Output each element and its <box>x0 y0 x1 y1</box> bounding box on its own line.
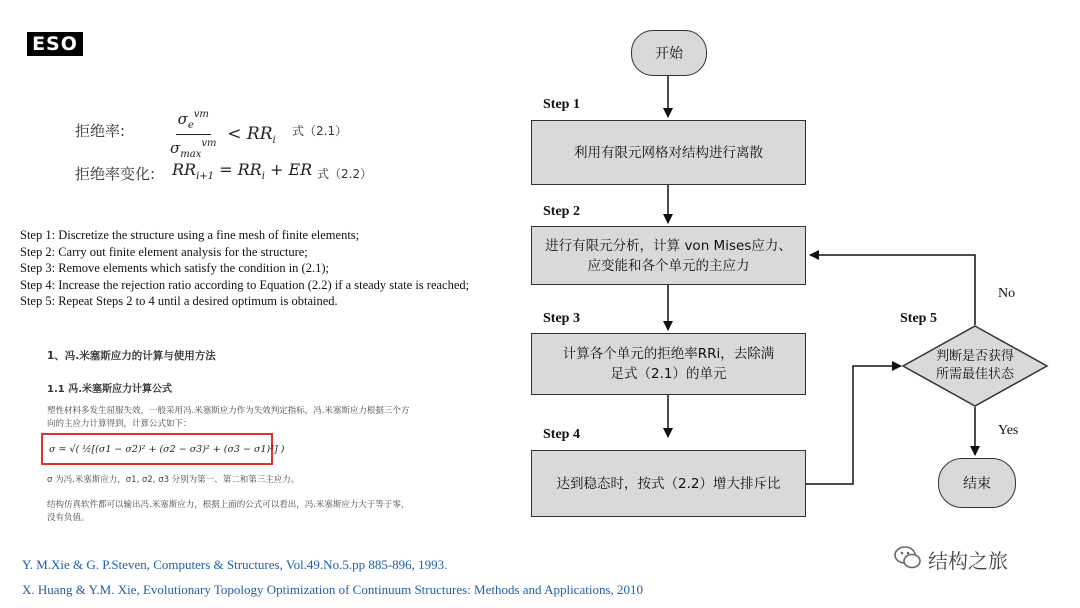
eq2-label: 拒绝率变化: <box>75 165 156 183</box>
doc-paragraph-3-line-2: 没有负值。 <box>47 513 90 523</box>
watermark-text: 结构之旅 <box>928 549 1008 573</box>
step-text-2: Step 2: Carry out finite element analysis for the structure; <box>20 244 308 259</box>
step3-label: Step 3 <box>543 311 580 326</box>
reference-1: Y. M.Xie & G. P.Steven, Computers & Structures, Vol.49.No.5.pp 885-896, 1993. <box>22 557 448 572</box>
step3-box-line-2: 足式（2.1）的单元 <box>610 366 727 382</box>
step-text-1: Step 1: Discretize the structure using a fine mesh of finite elements; <box>20 228 360 242</box>
start-node: 开始 <box>631 30 707 76</box>
doc-paragraph-2: σ 为冯.米塞斯应力，σ1, σ2, σ3 分别为第一、第二和第三主应力。 <box>47 475 300 485</box>
doc-paragraph-3-line-1: 结构仿真软件都可以输出冯.米塞斯应力，根据上面的公式可以看出，冯.米塞斯应力大于等于零， <box>47 500 410 510</box>
doc-heading-1: 1、冯.米塞斯应力的计算与使用方法 <box>47 350 216 362</box>
step-text-4: Step 4: Increase the rejection ratio according to Equation (2.2) if a steady state is reached; <box>20 277 470 292</box>
eq1-formula: $\frac{\sigma_e^{vm}}{\sigma_{max}^{vm}}$ < $RR_i$ <box>168 106 276 163</box>
step1-box: 利用有限元网格对结构进行离散 <box>531 120 806 185</box>
step5-label: Step 5 <box>900 311 937 326</box>
step2-box-line-1: 进行有限元分析，计算 von Mises应力、 <box>545 237 792 254</box>
yes-label: Yes <box>998 423 1019 438</box>
step2-box <box>531 226 806 285</box>
doc-paragraph-1-line-2: 向的主应力计算得到，计算公式如下： <box>47 419 192 429</box>
step2-label: Step 2 <box>543 204 580 219</box>
decision-text <box>915 348 1035 384</box>
step4-label: Step 4 <box>543 427 580 442</box>
wechat-icon <box>893 543 923 573</box>
end-node: 结束 <box>938 458 1016 508</box>
eq2-formula: $RR_{i+1} = RR_i$ + ER <box>172 160 313 182</box>
arrow-step4-to-decision <box>806 366 901 484</box>
step-text-5: Step 5: Repeat Steps 2 to 4 until a desired optimum is obtained. <box>20 294 338 308</box>
eq2-tag: 式（2.2） <box>317 167 373 181</box>
eso-logo: ESO <box>27 32 83 56</box>
doc-paragraph-1-line-1: 塑性材料多发生屈服失效，一般采用冯.米塞斯应力作为失效判定指标，冯.米塞斯应力根据三个方 <box>47 406 410 416</box>
step3-box-line-1: 计算各个单元的拒绝率RRi，去除满 <box>562 346 775 362</box>
step-text-3: Step 3: Remove elements which satisfy the condition in (2.1); <box>20 261 329 275</box>
step2-box-line-2: 应变能和各个单元的主应力 <box>587 257 750 274</box>
decision-text-line-2: 所需最佳状态 <box>935 367 1014 382</box>
step1-label: Step 1 <box>543 97 580 112</box>
von-mises-formula-box: σ = √( ½[(σ1 − σ2)² + (σ2 − σ3)² + (σ3 − σ1)²] ) <box>41 433 273 465</box>
reference-2: X. Huang & Y.M. Xie, Evolutionary Topology Optimization of Continuum Structures: Methods and Applications, 2010 <box>22 582 643 597</box>
eq1-label: 拒绝率: <box>75 122 126 140</box>
doc-heading-2: 1.1 冯.米塞斯应力计算公式 <box>47 384 172 395</box>
step3-box <box>531 333 806 395</box>
eq1-tag: 式（2.1） <box>292 124 348 138</box>
no-label: No <box>998 286 1016 301</box>
step4-box: 达到稳态时，按式（2.2）增大排斥比 <box>531 450 806 517</box>
arrow-decision-no-to-step2 <box>810 255 975 325</box>
decision-text-line-1: 判断是否获得 <box>935 349 1014 364</box>
